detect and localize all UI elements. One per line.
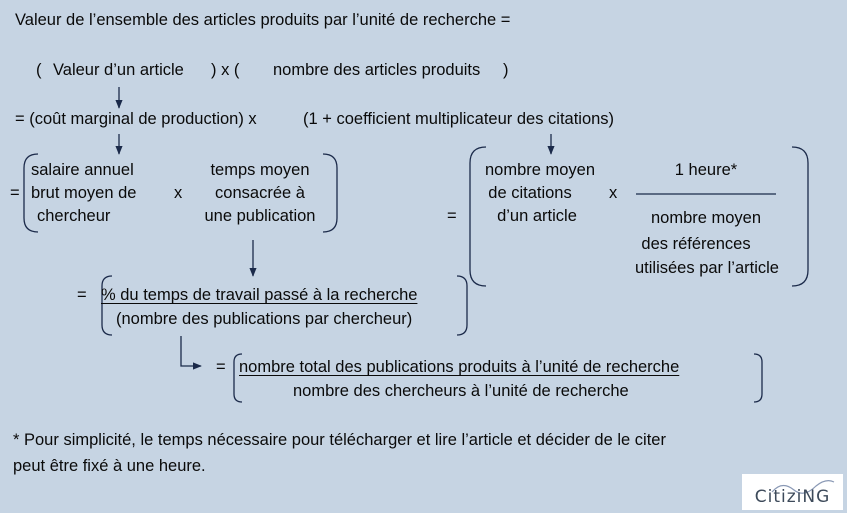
salary-line-3: chercheur xyxy=(37,207,111,225)
fraction-2-numerator: nombre total des publications produits à l’unité de recherche xyxy=(239,358,680,376)
articles-produced-term: nombre des articles produits xyxy=(273,61,481,79)
fraction-2-denominator: nombre des chercheurs à l’unité de recherche xyxy=(293,382,629,400)
references-line-1: nombre moyen xyxy=(650,209,762,227)
one-hour-numerator: 1 heure* xyxy=(674,161,738,179)
formula-title: Valeur de l’ensemble des articles produits par l’unité de recherche = xyxy=(15,11,511,29)
left-block-equals: = xyxy=(10,184,20,202)
footnote-line-1: * Pour simplicité, le temps nécessaire pour télécharger et lire l’article et décider de le citer xyxy=(13,431,666,449)
arrow-to-fraction-2 xyxy=(181,336,201,366)
article-value-term: Valeur d’un article xyxy=(53,61,184,79)
marginal-cost-term: = (coût marginal de production) x xyxy=(15,110,257,128)
citizing-logo xyxy=(742,474,843,510)
citation-multiplier-term: (1 + coefficient multiplicateur des citations) xyxy=(303,110,615,128)
left-block-times: x xyxy=(174,184,183,202)
logo-text: CitiziNG xyxy=(754,487,831,507)
line1-close-paren: ) xyxy=(503,61,509,79)
citations-line-2: de citations xyxy=(488,184,572,202)
right-block-times: x xyxy=(609,184,618,202)
fraction-1-equals: = xyxy=(77,286,87,304)
line1-open-paren: ( xyxy=(36,61,42,79)
right-block-equals: = xyxy=(447,207,457,225)
fraction-1-close-paren xyxy=(457,276,467,335)
fraction-2-equals: = xyxy=(216,358,226,376)
salary-line-1: salaire annuel xyxy=(31,161,134,179)
fraction-2-close-paren xyxy=(754,354,762,402)
line1-times-operator: ) x ( xyxy=(211,61,240,79)
salary-line-2: brut moyen de xyxy=(31,184,137,202)
references-line-3: utilisées par l’article xyxy=(635,259,779,277)
time-line-3: une publication xyxy=(204,207,316,225)
fraction-1-numerator: % du temps de travail passé à la recherche xyxy=(101,286,418,304)
references-line-2: des références xyxy=(641,235,751,253)
citations-line-3: d’un article xyxy=(497,207,577,225)
citations-line-1: nombre moyen xyxy=(484,161,596,179)
fraction-1-denominator: (nombre des publications par chercheur) xyxy=(116,310,413,328)
time-line-1: temps moyen xyxy=(210,161,310,179)
footnote-line-2: peut être fixé à une heure. xyxy=(13,457,206,475)
time-line-2: consacrée à xyxy=(215,184,305,202)
